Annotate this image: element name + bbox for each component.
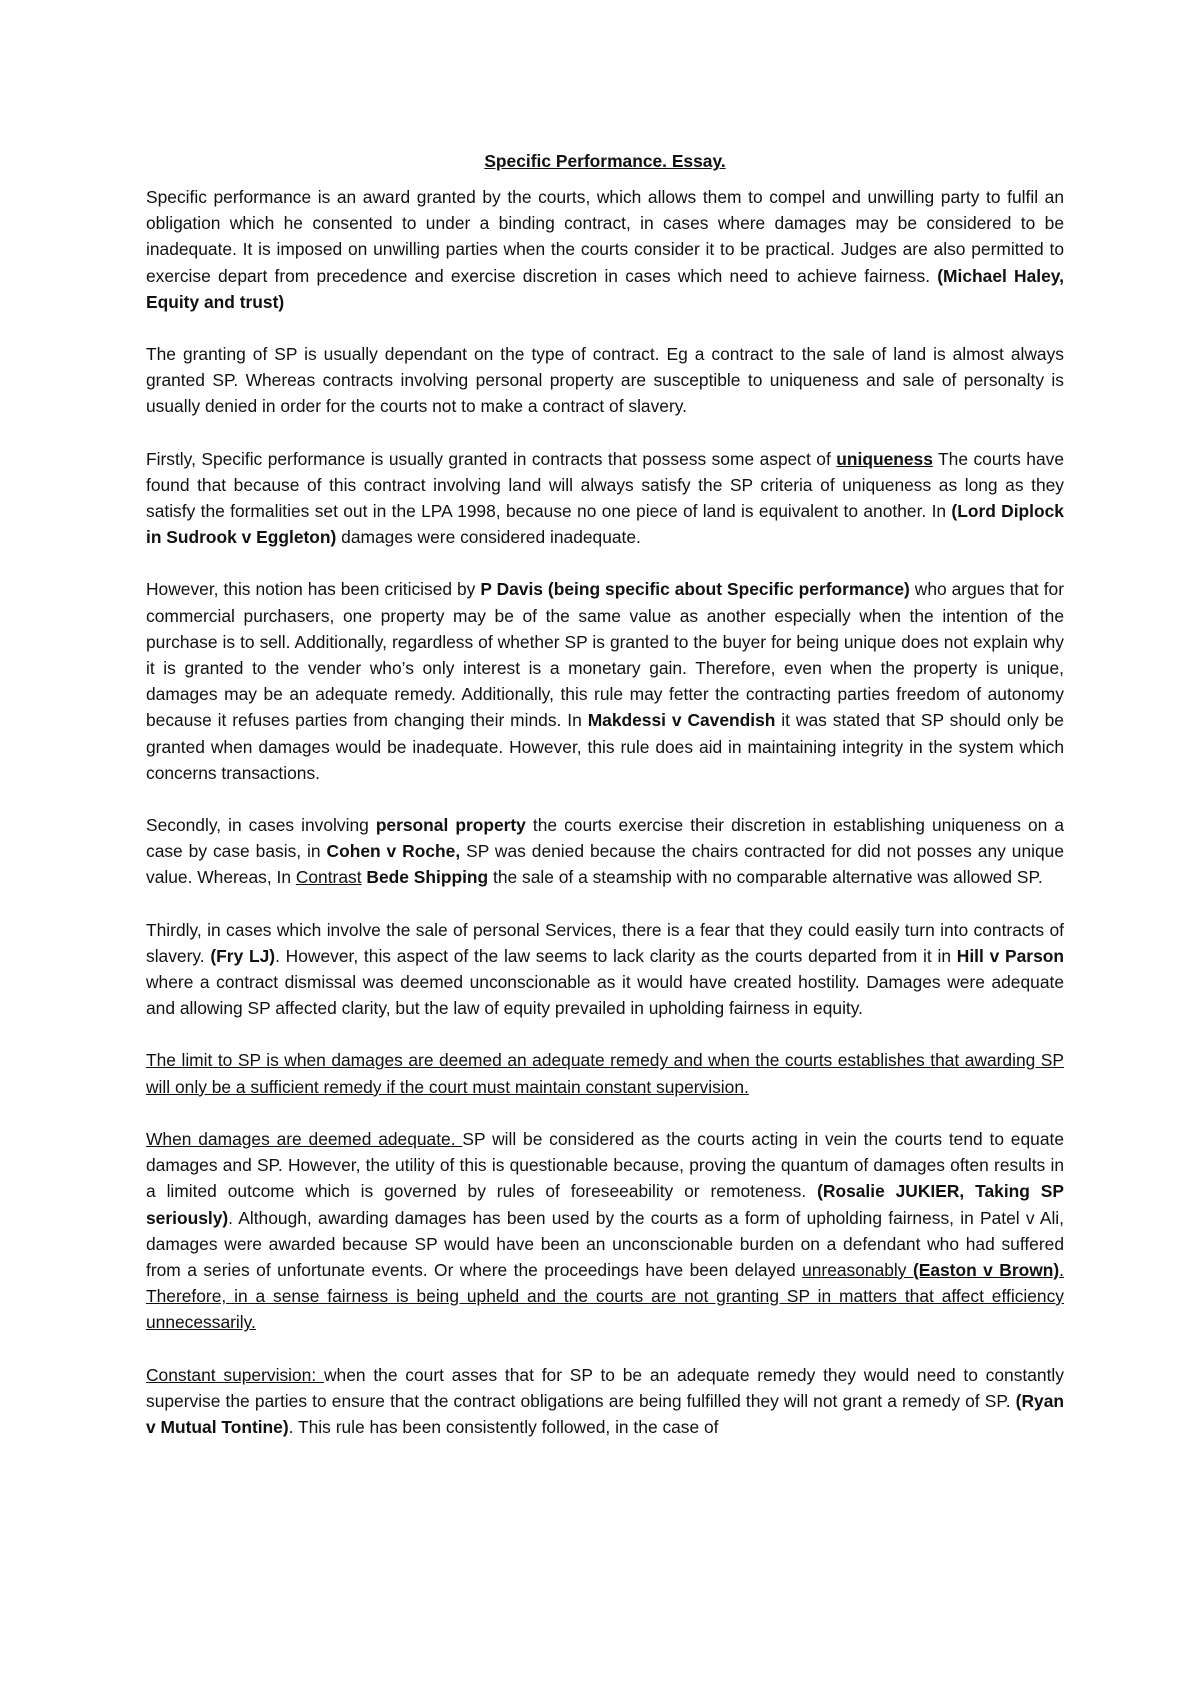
underlined-bold-text: (Easton v Brown) [912,1259,1060,1280]
bold-reference: (Ryan v Mutual Tontine) [146,1390,1064,1437]
personal-property-paragraph [146,812,1064,891]
paragraph-text: Thirdly, in cases which involve the sale of personal Services, there is a fear that they could easily turn into contracts of slavery. [146,919,1064,966]
paragraph-text: it was stated that SP should only be granted when damages would be inadequate. However, this rule does aid in maintaining integrity in the system which concerns transactions. [146,710,1064,783]
constant-supervision-paragraph [146,1362,1064,1441]
limit-heading-paragraph [146,1047,1064,1099]
underlined-text: unreasonably [802,1259,913,1280]
underlined-text: Constant supervision: [146,1364,324,1385]
paragraph-text: . This rule has been consistently followed, in the case of [288,1416,719,1437]
paragraph-text: The limit to SP is when damages are deemed an adequate remedy and when the courts establishes that awarding SP will only be a sufficient remedy if the court must maintain constant supervision. [146,1050,1064,1097]
essay-body [146,148,1064,1440]
paragraph-text: The granting of SP is usually dependant on the type of contract. Eg a contract to the sale of land is almost always granted SP. Whereas contracts involving personal property are susceptible to uniqueness and sale of personalty is usually denied in order for the courts not to make a contract of slavery. [146,344,1064,417]
bold-reference: Cohen v Roche, [326,841,461,862]
bold-reference: (Fry LJ) [210,945,276,966]
bold-reference: Makdessi v Cavendish [587,710,776,731]
bold-reference: (Lord Diplock in Sudrook v Eggleton) [146,501,1064,548]
bold-reference: P Davis (being specific about Specific performance) [480,579,910,600]
underlined-text: Contrast [295,867,362,888]
bold-reference: Hill v Parson [956,945,1064,966]
paragraph-text: The courts have found that because of this contract involving land will always satisfy the SP criteria of uniqueness as long as they satisfy the formalities set out in the LPA 1998, because no one piece of land is equivalent to another. In [146,448,1064,522]
paragraph-text: where a contract dismissal was deemed unconscionable as it would have created hostility. Damages were adequate and allowing SP affected clarity, but the law of equity prevailed in upholding fairness in equity. [146,972,1064,1019]
essay-title: Specific Performance. Essay. [484,151,726,171]
paragraph-text: SP was denied because the chairs contracted for did not posses any unique value. Whereas, In [146,841,1064,888]
intro-paragraph [146,184,1064,315]
paragraph-text: who argues that for commercial purchasers, one property may be of the same value as another especially when the intention of the purchase is to sell. Additionally, regardless of whether SP is granted to the buyer for being unique does not explain why it is granted to the vender who’s only interest is a monetary gain. Therefore, even when the property is unique, damages may be an adequate remedy. Additionally, this rule may fetter the contracting parties freedom of autonomy because it refuses parties from changing their minds. In [146,579,1064,731]
uniqueness-paragraph [146,446,1064,551]
paragraph-text: damages were considered inadequate. [336,527,641,548]
bold-reference: Bede Shipping [366,867,489,888]
underlined-text: . Therefore, in a sense fairness is being upheld and the courts are not granting SP in matters that affect efficiency unnecessarily. [146,1259,1064,1333]
paragraph-text: . However, this aspect of the law seems to lack clarity as the courts departed from it in [275,945,957,966]
paragraph-text: the sale of a steamship with no comparable alternative was allowed SP. [488,867,1043,888]
contract-type-paragraph [146,341,1064,420]
bold-reference: (Michael Haley, Equity and trust) [146,265,1064,312]
paragraph-text: However, this notion has been criticised by [146,579,481,600]
paragraph-text: Secondly, in cases involving [146,815,376,836]
bold-reference: personal property [375,815,526,836]
bold-reference: (Rosalie JUKIER, Taking SP seriously) [146,1181,1064,1228]
underlined-text: When damages are deemed adequate. [146,1128,463,1149]
paragraph-list [146,184,1064,1440]
personal-services-paragraph [146,917,1064,1022]
paragraph-text: the courts exercise their discretion in establishing uniqueness on a case by case basis, in [146,815,1064,862]
paragraph-text: when the court asses that for SP to be an adequate remedy they would need to constantly supervise the parties to ensure that the contract obligations are being fulfilled they will not grant a remedy of SP. [146,1364,1064,1411]
paragraph-text: SP will be considered as the courts acting in vein the courts tend to equate damages and SP. However, the utility of this is questionable because, proving the quantum of damages often results in a limited outcome which is governed by rules of foreseeability or remoteness. [146,1128,1064,1202]
paragraph-text: . Although, awarding damages has been used by the courts as a form of upholding fairness, in Patel v Ali, damages were awarded because SP would have been an unconscionable burden on a defendant who had suffered from a series of unfortunate events. Or where the proceedings have been delayed [146,1207,1064,1280]
criticism-paragraph [146,576,1064,786]
underlined-bold-text: uniqueness [836,448,933,469]
damages-adequate-paragraph [146,1126,1064,1336]
paragraph-text: Specific performance is an award granted by the courts, which allows them to compel and unwilling party to fulfil an obligation which he consented to under a binding contract, in cases where damages may be considered to be inadequate. It is imposed on unwilling parties when the courts consider it to be practical. Judges are also permitted to exercise depart from precedence and exercise discretion in cases which need to achieve fairness. [146,187,1064,286]
paragraph-text: Firstly, Specific performance is usually granted in contracts that possess some aspect of [146,448,837,469]
